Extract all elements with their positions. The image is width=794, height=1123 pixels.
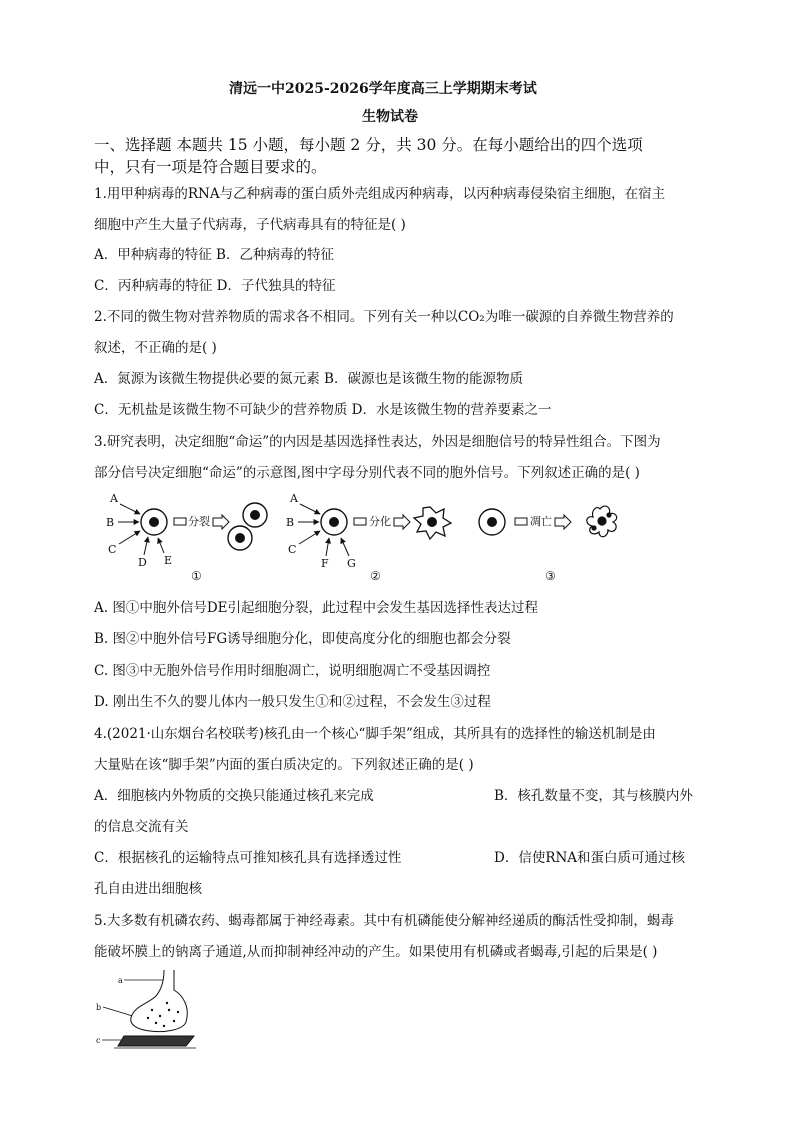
signal-label-b: B [106, 516, 115, 529]
axon-terminal [131, 970, 187, 1032]
q4-option-b: B．核孔数量不变，其与核膜内外 [494, 788, 693, 804]
apoptotic-cell [587, 506, 617, 537]
panel-label-3: ③ [545, 569, 556, 583]
arrow-label-division: 分裂 [188, 515, 210, 528]
q4-option-a: A．细胞核内外物质的交换只能通过核孔来完成 [94, 788, 374, 804]
signal-label-a: A [110, 492, 118, 505]
q2-options-ab: A．氮源为该微生物提供必要的氮元素 B．碳源也是该微生物的能源物质 [94, 371, 523, 387]
q2-options-cd: C．无机盐是该微生物不可缺少的营养物质 D．水是该微生物的营养要素之一 [94, 402, 552, 418]
synapse-label-a: a [118, 976, 123, 985]
q3-cell-fate-figure [94, 487, 634, 587]
q1-stem-line2: 细胞中产生大量子代病毒，子代病毒具有的特征是( ) [94, 217, 406, 233]
q3-stem-line2: 部分信号决定细胞“命运”的示意图,图中字母分别代表不同的胞外信号。下列叙述正确的是( ) [94, 465, 640, 481]
q4-stem-line1: 4.(2021·山东烟台名校联考)核孔由一个核心“脚手架”组成，其所具有的选择性的输送机制是由 [94, 726, 656, 742]
q4-option-c: C．根据核孔的运输特点可推知核孔具有选择透过性 [94, 850, 402, 866]
q4-option-b-cont: 的信息交流有关 [94, 819, 189, 835]
panel-label-2: ② [370, 569, 381, 583]
signal-label-e: E [164, 554, 173, 567]
synapse-label-b: b [96, 1003, 102, 1012]
section-heading-line1: 一、选择题 本题共 15 小题，每小题 2 分，共 30 分。在每小题给出的四个选项 [94, 136, 643, 154]
arrow-label-apoptosis: 凋亡 [530, 515, 552, 528]
q4-option-d: D．信使RNA和蛋白质可通过核 [494, 850, 686, 866]
q5-synapse-figure [94, 966, 214, 1056]
signal-label-f: F [321, 557, 329, 570]
section-heading-line2: 中，只有一项是符合题目要求的。 [94, 158, 327, 176]
q4-option-d-cont: 孔自由进出细胞核 [94, 881, 202, 897]
q5-stem-line2: 能破坏膜上的钠离子通道,从而抑制神经冲动的产生。如果使用有机磷或者蝎毒,引起的后果是( ) [94, 944, 658, 960]
q3-option-a: A. 图①中胞外信号DE引起细胞分裂，此过程中会发生基因选择性表达过程 [94, 600, 539, 616]
synapse-label-c: c [96, 1036, 101, 1045]
exam-subtitle: 生物试卷 [362, 109, 418, 125]
signal-label-d: D [138, 556, 147, 569]
q3-option-d: D. 刚出生不久的婴儿体内一般只发生①和②过程，不会发生③过程 [94, 694, 491, 710]
q1-options-cd: C．丙种病毒的特征 D．子代独具的特征 [94, 278, 336, 294]
q2-stem-line2: 叙述，不正确的是( ) [94, 340, 217, 356]
q1-stem-line1: 1.用甲种病毒的RNA与乙种病毒的蛋白质外壳组成丙种病毒，以丙种病毒侵染宿主细胞，在宿主 [94, 186, 666, 202]
signal-label-a2: A [290, 492, 298, 505]
arrow-label-differentiation: 分化 [369, 515, 391, 528]
panel-label-1: ① [191, 569, 202, 583]
q1-options-ab: A．甲种病毒的特征 B．乙种病毒的特征 [94, 247, 334, 263]
q2-stem-line1: 2.不同的微生物对营养物质的需求各不相同。下列有关一种以CO₂为唯一碳源的自养微生物营养的 [94, 309, 674, 325]
q5-stem-line1: 5.大多数有机磷农药、蝎毒都属于神经毒素。其中有机磷能使分解神经递质的酶活性受抑制，蝎毒 [94, 913, 674, 929]
q3-option-c: C. 图③中无胞外信号作用时细胞凋亡，说明细胞凋亡不受基因调控 [94, 663, 491, 679]
signal-label-c2: C [288, 543, 297, 556]
signal-label-g: G [347, 557, 356, 570]
postsynaptic-membrane [118, 1036, 194, 1046]
exam-title: 清远一中2025-2026学年度高三上学期期末考试 [229, 81, 537, 97]
q3-stem-line1: 3.研究表明，决定细胞“命运”的内因是基因选择性表达，外因是细胞信号的特异性组合。下图为 [94, 434, 661, 450]
q3-option-b: B. 图②中胞外信号FG诱导细胞分化，即使高度分化的细胞也都会分裂 [94, 631, 511, 647]
signal-label-b2: B [286, 516, 295, 529]
q4-stem-line2: 大量贴在该“脚手架”内面的蛋白质决定的。下列叙述正确的是( ) [94, 757, 474, 773]
signal-label-c: C [108, 543, 117, 556]
